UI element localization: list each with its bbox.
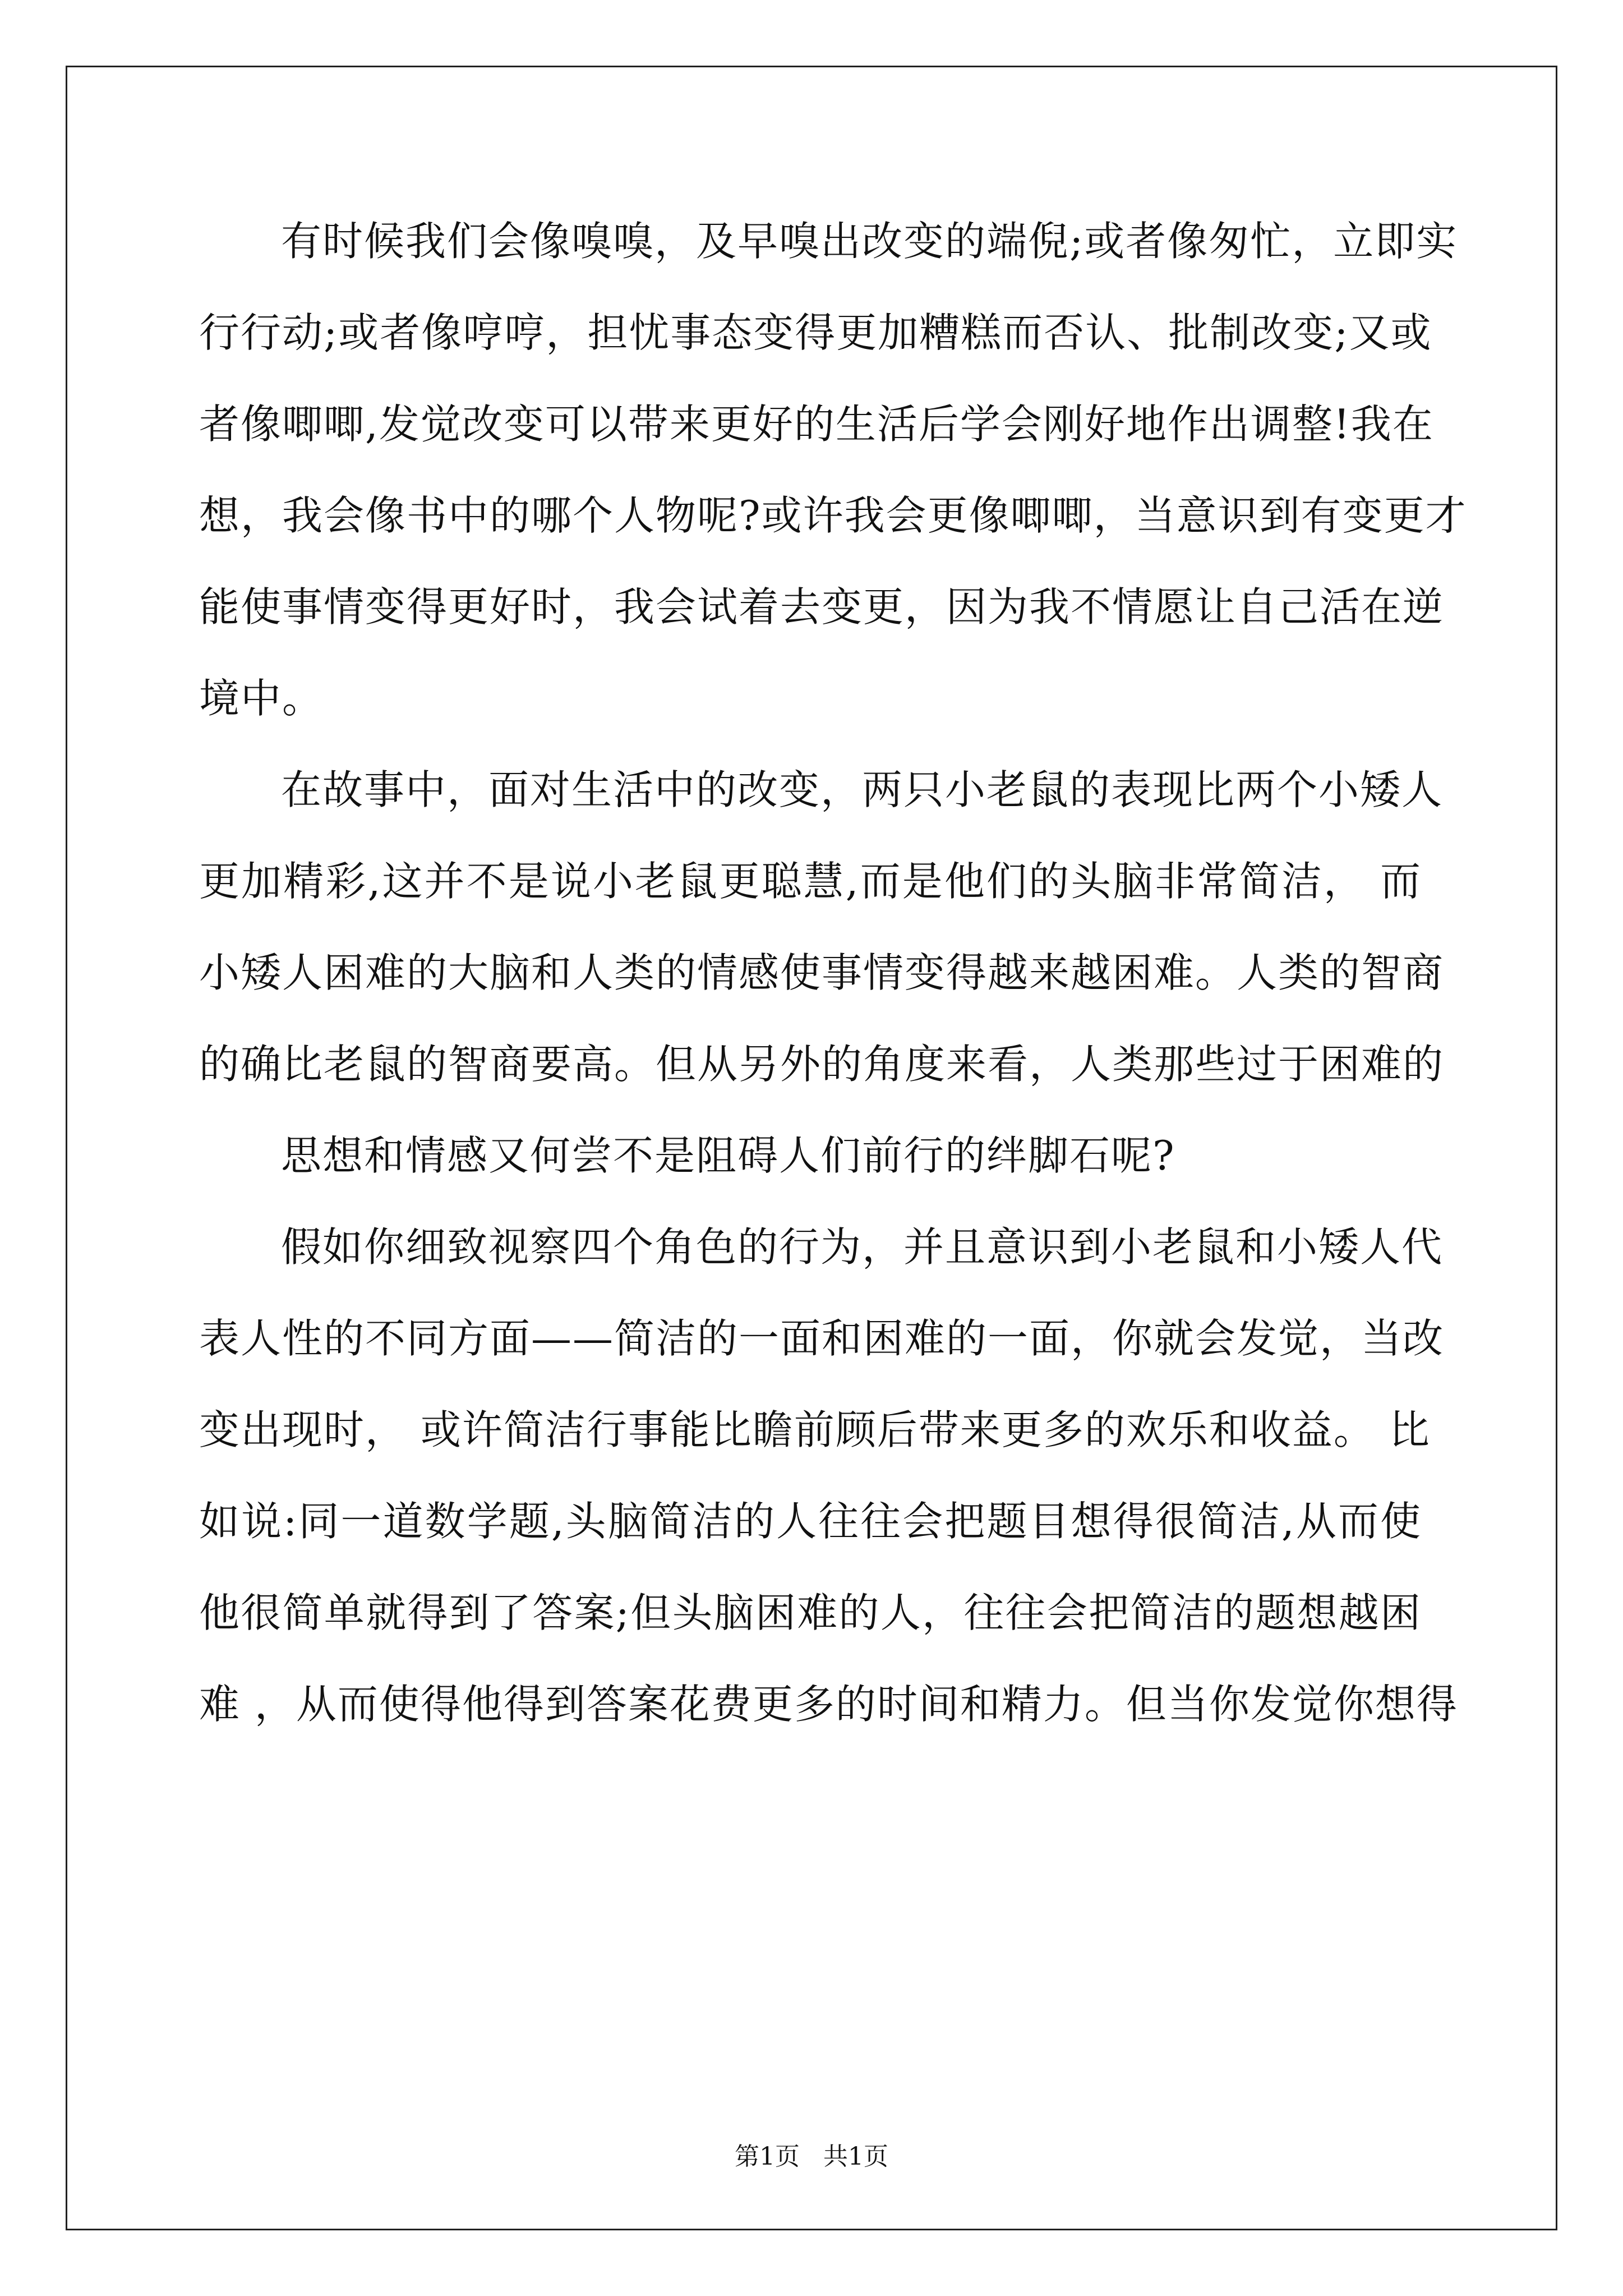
paragraph-line: 有时候我们会像嗅嗅，及早嗅出改变的端倪;或者像匆忙，立即实 <box>281 218 1458 265</box>
paragraph-line: 小矮人困难的大脑和人类的情感使事情变得越来越困难。人类的智商 <box>199 949 1445 996</box>
paragraph-line: 能使事情变得更好时，我会试着去变更，因为我不情愿让自己活在逆 <box>199 583 1445 631</box>
paragraph-line: 的确比老鼠的智商要高。但从另外的角度来看，人类那些过于困难的 <box>199 1041 1445 1088</box>
paragraph-line: 如说:同一道数学题,头脑简洁的人往往会把题目想得很简洁,从而使 <box>199 1498 1422 1545</box>
paragraph-line: 表人性的不同方面——简洁的一面和困难的一面，你就会发觉，当改 <box>199 1315 1445 1362</box>
paragraph-line: 难 ，从而使得他得到答案花费更多的时间和精力。但当你发觉你想得 <box>199 1681 1458 1728</box>
paragraph-line: 更加精彩,这并不是说小老鼠更聪慧,而是他们的头脑非常简洁， 而 <box>199 858 1422 905</box>
paragraph-line: 在故事中，面对生活中的改变，两只小老鼠的表现比两个小矮人 <box>281 766 1444 813</box>
paragraph-line: 假如你细致视察四个角色的行为，并且意识到小老鼠和小矮人代 <box>281 1223 1444 1271</box>
paragraph-line: 思想和情感又何尝不是阻碍人们前行的绊脚石呢? <box>281 1132 1175 1179</box>
paragraph-line: 他很简单就得到了答案;但头脑困难的人，往往会把简洁的题想越困 <box>199 1589 1422 1636</box>
paragraph-line: 者像唧唧,发觉改变可以带来更好的生活后学会刚好地作出调整!我在 <box>199 401 1434 448</box>
paragraph-line: 境中。 <box>199 675 324 722</box>
paragraph-line: 行行动;或者像哼哼，担忧事态变得更加糟糕而否认、批制改变;又或 <box>199 309 1432 356</box>
paragraph-line: 变出现时， 或许简洁行事能比瞻前顾后带来更多的欢乐和收益。 比 <box>199 1406 1431 1453</box>
page-number-footer: 第1页 共1页 <box>735 2142 888 2171</box>
paragraph-line: 想，我会像书中的哪个人物呢?或许我会更像唧唧，当意识到有变更才 <box>199 492 1467 539</box>
